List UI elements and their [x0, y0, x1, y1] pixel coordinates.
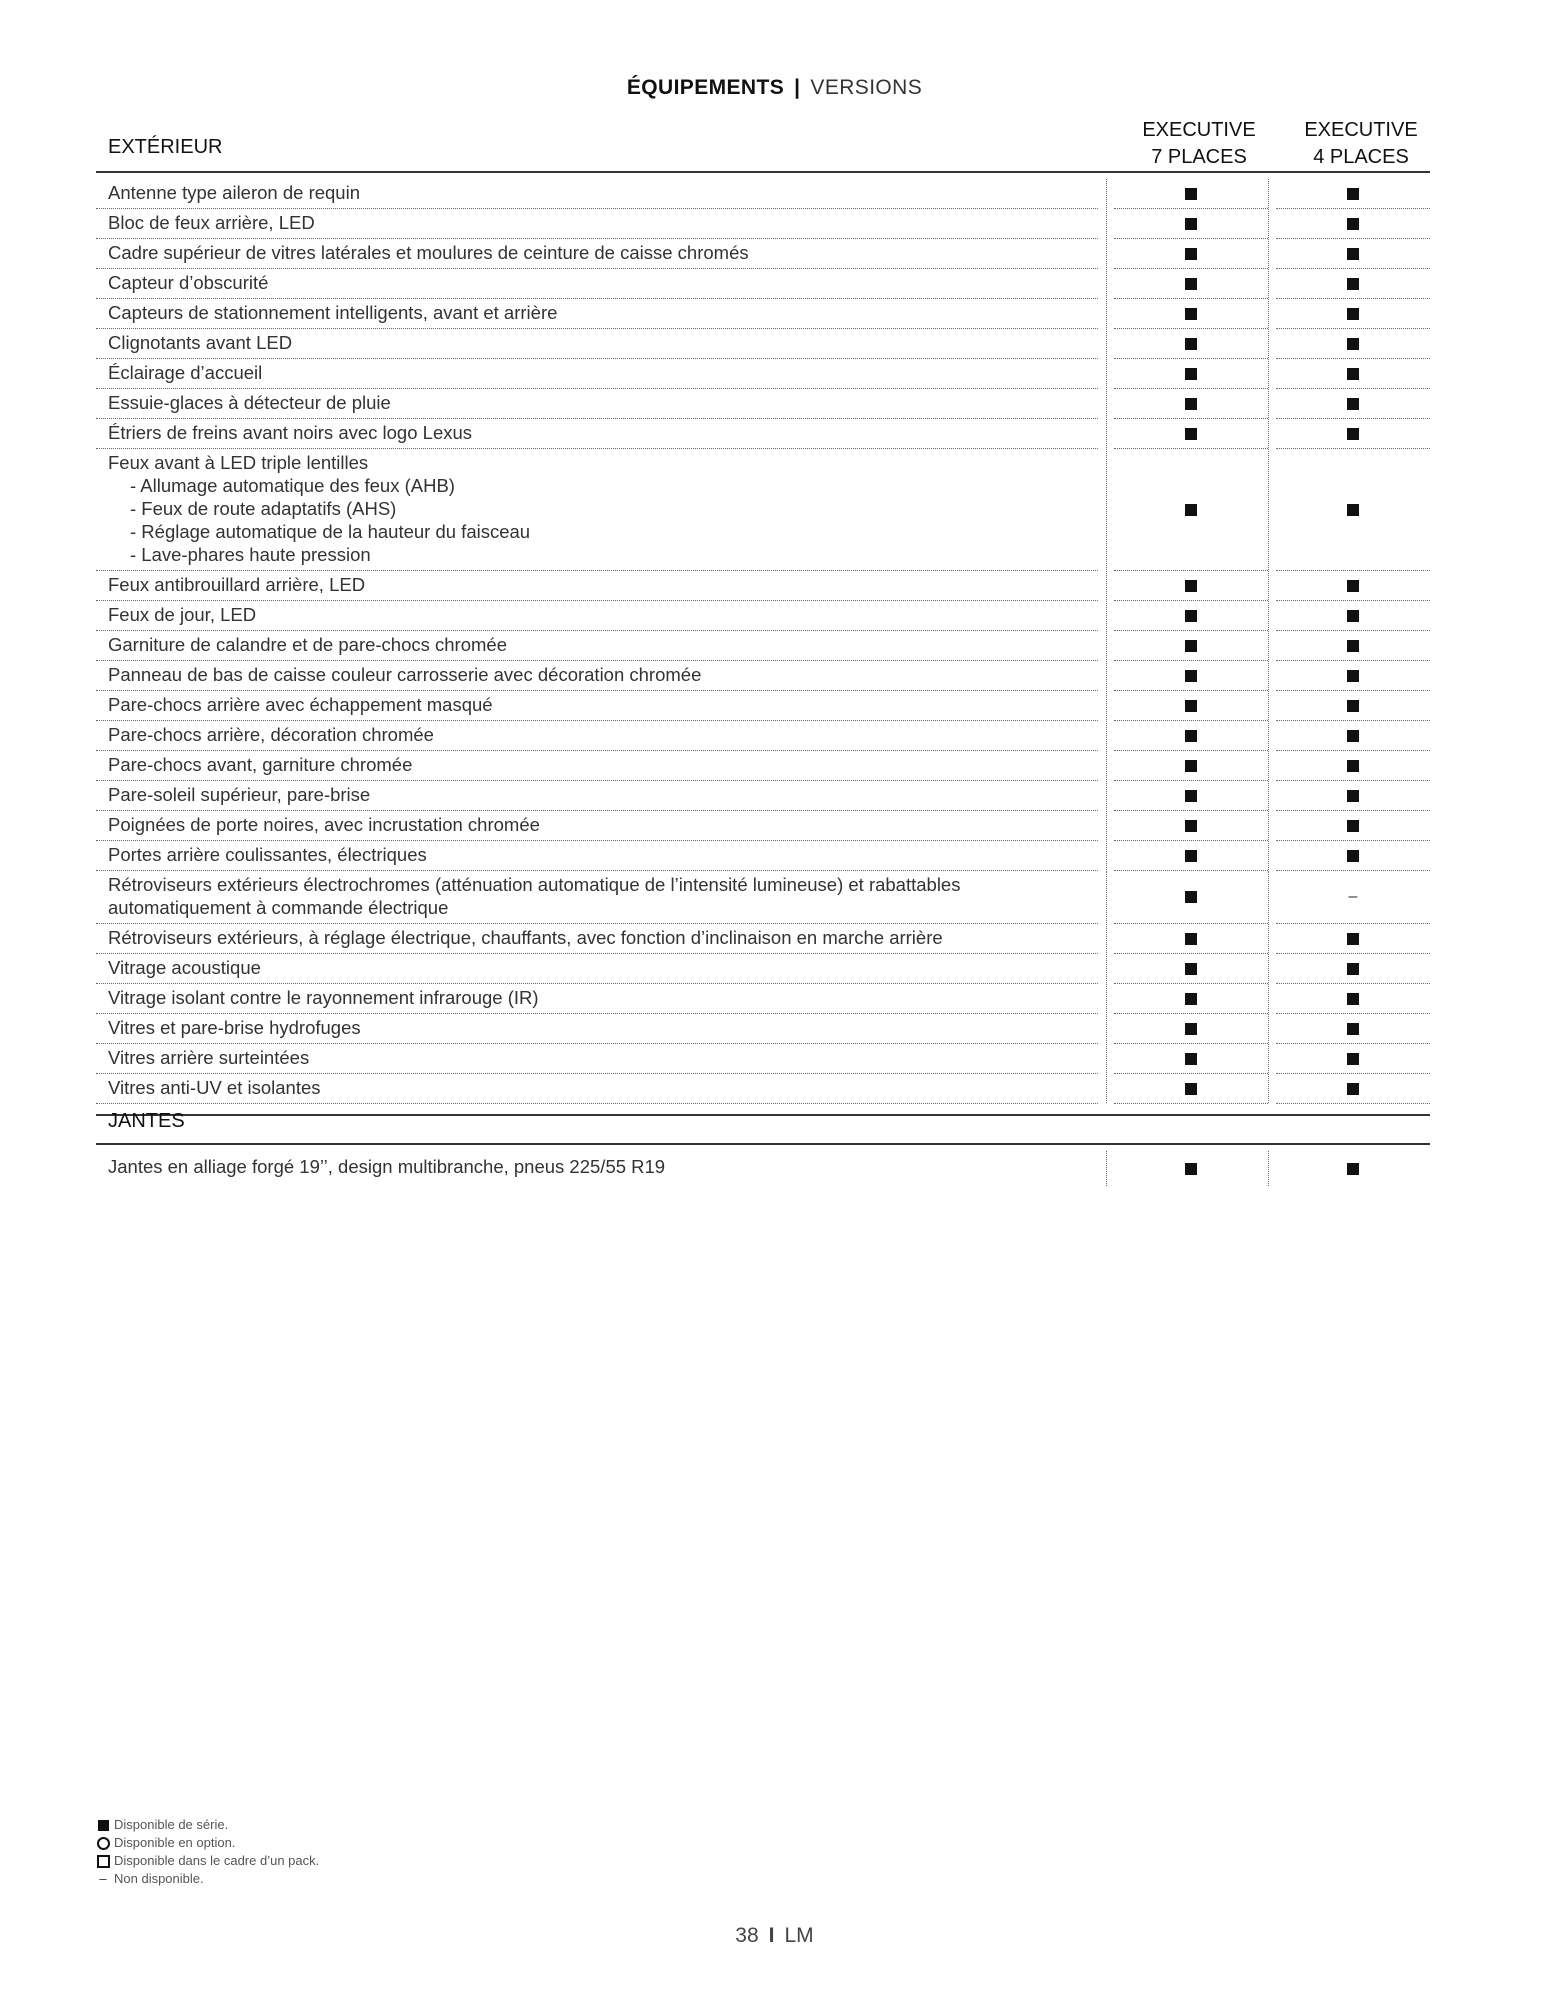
- availability-cell: [1114, 721, 1268, 751]
- feature-label: [96, 924, 1098, 954]
- table-row: [96, 269, 1430, 299]
- table-row: [96, 871, 1430, 924]
- legend-item: [96, 1816, 319, 1834]
- dash-icon: –: [1348, 888, 1358, 905]
- feature-line: Étriers de freins avant noirs avec logo Lexus: [108, 422, 473, 443]
- filled-square-icon: [1347, 1023, 1359, 1035]
- feature-label: [96, 811, 1098, 841]
- availability-cell: [1114, 691, 1268, 721]
- availability-cell: [1276, 661, 1430, 691]
- wheels-rows: [96, 1151, 1430, 1186]
- filled-square-icon: [1347, 760, 1359, 772]
- filled-square-icon: [98, 1820, 109, 1831]
- feature-line: Poignées de porte noires, avec incrustation chromée: [108, 814, 540, 835]
- page-number: 38: [735, 1924, 759, 1947]
- availability-cell: [1114, 1014, 1268, 1044]
- availability-cell: [1276, 811, 1430, 841]
- filled-square-icon: [1347, 218, 1359, 230]
- feature-line: Vitrage isolant contre le rayonnement infrarouge (IR): [108, 987, 539, 1008]
- feature-line: Clignotants avant LED: [108, 332, 293, 353]
- filled-square-icon: [1185, 1163, 1197, 1175]
- feature-label: [96, 269, 1098, 299]
- feature-line: - Allumage automatique des feux (AHB): [130, 475, 455, 496]
- availability-cell: [1276, 239, 1430, 269]
- filled-square-icon: [1347, 580, 1359, 592]
- availability-cell: [1114, 601, 1268, 631]
- filled-square-icon: [1347, 640, 1359, 652]
- availability-cell: [1114, 359, 1268, 389]
- availability-cell: [1276, 269, 1430, 299]
- availability-cell: [1276, 419, 1430, 449]
- filled-square-icon: [1347, 504, 1359, 516]
- legend-text: Non disponible.: [114, 1871, 204, 1886]
- feature-line: Garniture de calandre et de pare-chocs chromée: [108, 634, 507, 655]
- availability-cell: [1114, 781, 1268, 811]
- availability-cell: [1114, 1044, 1268, 1074]
- feature-line: Cadre supérieur de vitres latérales et moulures de ceinture de caisse chromés: [108, 242, 749, 263]
- header-equipements: ÉQUIPEMENTS: [626, 76, 785, 99]
- availability-cell: [1276, 329, 1430, 359]
- table-row: [96, 209, 1430, 239]
- feature-label: [96, 751, 1098, 781]
- availability-cell: [1276, 389, 1430, 419]
- filled-square-icon: [1347, 790, 1359, 802]
- filled-square-icon: [1185, 338, 1197, 350]
- header-separator: |: [794, 76, 801, 99]
- table-row: [96, 631, 1430, 661]
- filled-square-icon: [1185, 580, 1197, 592]
- column-header-line: EXECUTIVE: [1304, 119, 1418, 141]
- feature-label: [96, 1014, 1098, 1044]
- feature-line: Feux avant à LED triple lentilles: [108, 452, 369, 473]
- feature-label: [96, 954, 1098, 984]
- feature-line: - Feux de route adaptatifs (AHS): [130, 498, 397, 519]
- filled-square-icon: [1185, 730, 1197, 742]
- availability-cell: [1276, 571, 1430, 601]
- filled-square-icon: [1185, 308, 1197, 320]
- filled-square-icon: [1347, 188, 1359, 200]
- table-row: [96, 299, 1430, 329]
- availability-cell: [1114, 661, 1268, 691]
- table-row: [96, 691, 1430, 721]
- table-row: [96, 389, 1430, 419]
- feature-label: [96, 239, 1098, 269]
- filled-square-icon: [1185, 700, 1197, 712]
- filled-square-icon: [1347, 308, 1359, 320]
- feature-line: Rétroviseurs extérieurs, à réglage électrique, chauffants, avec fonction d’inclinaison en marche arrière: [108, 927, 943, 948]
- feature-label: [96, 984, 1098, 1014]
- filled-square-icon: [1347, 993, 1359, 1005]
- availability-cell: [1276, 209, 1430, 239]
- feature-label: [96, 721, 1098, 751]
- filled-square-icon: [1185, 610, 1197, 622]
- feature-line: Pare-chocs arrière, décoration chromée: [108, 724, 434, 745]
- feature-line: Pare-soleil supérieur, pare-brise: [108, 784, 371, 805]
- column-header-line: EXECUTIVE: [1142, 119, 1256, 141]
- feature-line: Rétroviseurs extérieurs électrochromes (atténuation automatique de l’intensité lumineuse) et rabattables: [108, 874, 961, 895]
- table-row: [96, 449, 1430, 571]
- availability-cell: [1276, 449, 1430, 571]
- legend-text: Disponible dans le cadre d’un pack.: [114, 1853, 320, 1868]
- availability-cell: [1276, 359, 1430, 389]
- page-header: [0, 76, 1549, 100]
- section-title-exterieur: EXTÉRIEUR: [108, 136, 223, 158]
- availability-cell: [1114, 751, 1268, 781]
- availability-cell: [1114, 449, 1268, 571]
- table-row: [96, 781, 1430, 811]
- filled-square-icon: [1185, 993, 1197, 1005]
- availability-cell: [1114, 329, 1268, 359]
- filled-square-icon: [1185, 790, 1197, 802]
- filled-square-icon: [1347, 1053, 1359, 1065]
- footer-separator: I: [768, 1924, 775, 1947]
- feature-line: Éclairage d’accueil: [108, 362, 263, 383]
- filled-square-icon: [1185, 1023, 1197, 1035]
- feature-line: Essuie-glaces à détecteur de pluie: [108, 392, 391, 413]
- filled-square-icon: [1347, 398, 1359, 410]
- feature-line: Capteur d’obscurité: [108, 272, 269, 293]
- feature-line: Pare-chocs avant, garniture chromée: [108, 754, 413, 775]
- availability-cell: [1114, 239, 1268, 269]
- filled-square-icon: [1185, 933, 1197, 945]
- availability-cell: [1114, 179, 1268, 209]
- legend-item: [96, 1852, 319, 1870]
- table-row: [96, 721, 1430, 751]
- availability-cell: [1114, 389, 1268, 419]
- header-versions: VERSIONS: [810, 76, 923, 99]
- feature-label: [96, 601, 1098, 631]
- feature-label: [96, 449, 1098, 571]
- table-row: [96, 601, 1430, 631]
- feature-line: Bloc de feux arrière, LED: [108, 212, 315, 233]
- feature-label: [96, 1044, 1098, 1074]
- filled-square-icon: [1185, 670, 1197, 682]
- feature-label: [96, 691, 1098, 721]
- filled-square-icon: [1347, 700, 1359, 712]
- filled-square-icon: [1347, 248, 1359, 260]
- filled-square-icon: [1347, 1083, 1359, 1095]
- filled-square-icon: [1185, 398, 1197, 410]
- model-name: LM: [784, 1924, 814, 1947]
- feature-line: Panneau de bas de caisse couleur carrosserie avec décoration chromée: [108, 664, 702, 685]
- availability-cell: [1276, 781, 1430, 811]
- legend-item: [96, 1870, 319, 1888]
- feature-line: Vitres anti-UV et isolantes: [108, 1077, 321, 1098]
- feature-line: Vitres arrière surteintées: [108, 1047, 310, 1068]
- feature-label: [96, 389, 1098, 419]
- feature-line: automatiquement à commande électrique: [108, 897, 449, 918]
- filled-square-icon: [1185, 1053, 1197, 1065]
- feature-label: [96, 419, 1098, 449]
- feature-line: Vitres et pare-brise hydrofuges: [108, 1017, 361, 1038]
- filled-square-icon: [1347, 963, 1359, 975]
- availability-cell: [1114, 924, 1268, 954]
- availability-cell: [1276, 841, 1430, 871]
- availability-cell: [1276, 1044, 1430, 1074]
- filled-square-icon: [1185, 760, 1197, 772]
- filled-square-icon: [1185, 1083, 1197, 1095]
- feature-line: Portes arrière coulissantes, électriques: [108, 844, 427, 865]
- filled-square-icon: [1347, 1163, 1359, 1175]
- availability-cell: [1114, 299, 1268, 329]
- legend: [96, 1816, 319, 1888]
- filled-square-icon: [1347, 278, 1359, 290]
- filled-square-icon: [1185, 188, 1197, 200]
- exterior-rows: [96, 179, 1430, 1104]
- feature-label: [96, 571, 1098, 601]
- column-header-executive-4: [1280, 117, 1442, 171]
- table-row: [96, 954, 1430, 984]
- availability-cell: [1114, 1151, 1268, 1186]
- availability-cell: [1114, 419, 1268, 449]
- filled-square-icon: [1185, 820, 1197, 832]
- wheels-table: [96, 1099, 1430, 1186]
- filled-square-icon: [1185, 218, 1197, 230]
- feature-label: [96, 179, 1098, 209]
- feature-line: Vitrage acoustique: [108, 957, 261, 978]
- availability-cell: [1114, 571, 1268, 601]
- table-row: [96, 179, 1430, 209]
- availability-cell: [1114, 209, 1268, 239]
- column-header-line: 4 PLACES: [1313, 146, 1409, 168]
- filled-square-icon: [1185, 850, 1197, 862]
- filled-square-icon: [1185, 278, 1197, 290]
- table-row: [96, 984, 1430, 1014]
- availability-cell: [1114, 871, 1268, 924]
- legend-text: Disponible de série.: [114, 1817, 229, 1832]
- empty-square-icon: [97, 1855, 110, 1868]
- filled-square-icon: [1347, 428, 1359, 440]
- feature-line: Feux antibrouillard arrière, LED: [108, 574, 366, 595]
- availability-cell: [1276, 984, 1430, 1014]
- feature-label: [96, 661, 1098, 691]
- exterior-table: [96, 113, 1430, 1116]
- feature-line: - Réglage automatique de la hauteur du faisceau: [130, 521, 531, 542]
- feature-line: Capteurs de stationnement intelligents, avant et arrière: [108, 302, 558, 323]
- availability-cell: [1276, 601, 1430, 631]
- feature-line: - Lave-phares haute pression: [130, 544, 371, 565]
- filled-square-icon: [1185, 963, 1197, 975]
- table-row: [96, 329, 1430, 359]
- feature-label: [96, 871, 1098, 924]
- availability-cell: [1276, 179, 1430, 209]
- feature-label: [96, 781, 1098, 811]
- availability-cell: [1114, 841, 1268, 871]
- filled-square-icon: [1347, 338, 1359, 350]
- availability-cell: [1114, 811, 1268, 841]
- wheels-table-header: [96, 1099, 1430, 1145]
- filled-square-icon: [1347, 670, 1359, 682]
- availability-cell: [1276, 1151, 1430, 1186]
- legend-item: [96, 1834, 319, 1852]
- filled-square-icon: [1347, 850, 1359, 862]
- feature-line: Pare-chocs arrière avec échappement masqué: [108, 694, 493, 715]
- page-footer: [0, 1924, 1549, 1948]
- availability-cell: [1276, 631, 1430, 661]
- filled-square-icon: [1347, 610, 1359, 622]
- feature-label: [96, 841, 1098, 871]
- circle-icon: [97, 1837, 110, 1850]
- availability-cell: [1276, 1014, 1430, 1044]
- table-row: [96, 1151, 1430, 1186]
- feature-label: [96, 1151, 1098, 1186]
- feature-label: [96, 359, 1098, 389]
- table-row: [96, 1014, 1430, 1044]
- feature-line: Antenne type aileron de requin: [108, 182, 360, 203]
- table-row: [96, 571, 1430, 601]
- table-row: [96, 239, 1430, 269]
- availability-cell: [1276, 299, 1430, 329]
- legend-text: Disponible en option.: [114, 1835, 236, 1850]
- feature-label: [96, 631, 1098, 661]
- dash-icon: –: [99, 1871, 107, 1886]
- feature-label: [96, 329, 1098, 359]
- filled-square-icon: [1185, 368, 1197, 380]
- filled-square-icon: [1347, 933, 1359, 945]
- table-row: [96, 841, 1430, 871]
- availability-cell: [1276, 751, 1430, 781]
- availability-cell: [1114, 631, 1268, 661]
- table-row: [96, 661, 1430, 691]
- availability-cell: [1276, 691, 1430, 721]
- availability-cell: [1276, 871, 1430, 924]
- table-row: [96, 419, 1430, 449]
- filled-square-icon: [1185, 504, 1197, 516]
- feature-line: Feux de jour, LED: [108, 604, 257, 625]
- availability-cell: [1114, 984, 1268, 1014]
- availability-cell: [1114, 954, 1268, 984]
- section-title-jantes: JANTES: [108, 1110, 185, 1132]
- feature-label: [96, 209, 1098, 239]
- column-header-line: 7 PLACES: [1151, 146, 1247, 168]
- filled-square-icon: [1347, 368, 1359, 380]
- availability-cell: [1276, 721, 1430, 751]
- availability-cell: [1276, 924, 1430, 954]
- availability-cell: [1114, 269, 1268, 299]
- table-row: [96, 751, 1430, 781]
- column-header-executive-7: [1118, 117, 1280, 171]
- table-row: [96, 924, 1430, 954]
- filled-square-icon: [1347, 730, 1359, 742]
- filled-square-icon: [1185, 640, 1197, 652]
- availability-cell: [1276, 954, 1430, 984]
- feature-line: Jantes en alliage forgé 19’’, design multibranche, pneus 225/55 R19: [108, 1156, 666, 1177]
- table-row: [96, 811, 1430, 841]
- filled-square-icon: [1185, 891, 1197, 903]
- filled-square-icon: [1185, 428, 1197, 440]
- exterior-table-header: [96, 113, 1430, 173]
- feature-label: [96, 299, 1098, 329]
- table-row: [96, 1044, 1430, 1074]
- table-row: [96, 359, 1430, 389]
- filled-square-icon: [1185, 248, 1197, 260]
- filled-square-icon: [1347, 820, 1359, 832]
